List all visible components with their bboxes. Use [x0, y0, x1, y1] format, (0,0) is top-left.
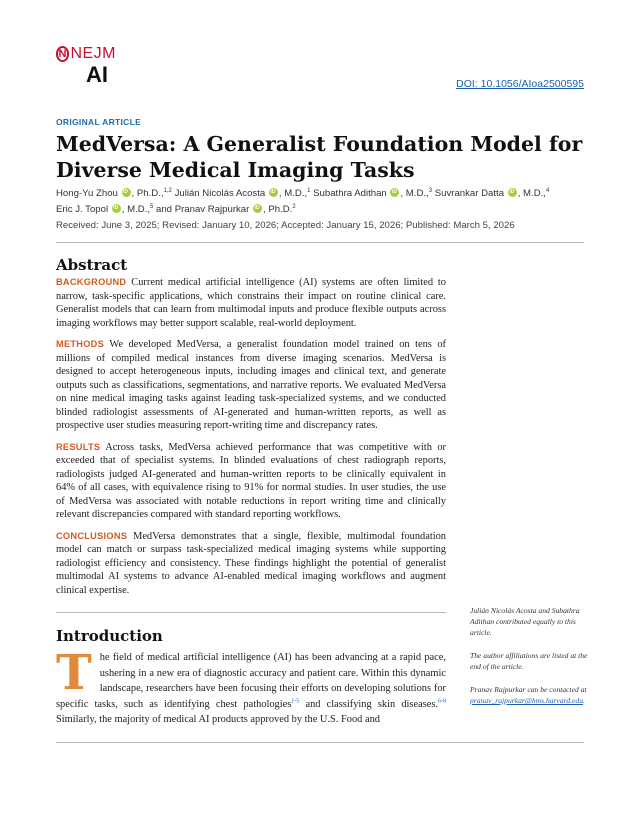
- citation-link[interactable]: 6-8: [438, 698, 446, 705]
- abstract-heading: Abstract: [56, 256, 128, 274]
- author-separator: and: [153, 203, 175, 215]
- article-title: MedVersa: A Generalist Foundation Model for Diverse Medical Imaging Tasks: [56, 132, 583, 182]
- divider: [56, 242, 584, 243]
- logo-circle-icon: N: [56, 46, 69, 62]
- author-affiliation: 2: [292, 203, 296, 210]
- author-list: [56, 186, 596, 217]
- author-affiliation: 5: [150, 203, 154, 210]
- section-label: RESULTS: [56, 441, 101, 452]
- sidebar-note-contact: [470, 684, 588, 706]
- author-name[interactable]: Julián Nicolás Acosta: [174, 188, 266, 199]
- doi-link[interactable]: DOI: 10.1056/AIoa2500595: [456, 78, 584, 90]
- author-name[interactable]: Hong-Yu Zhou: [56, 188, 118, 199]
- author-affiliation: 1,2: [163, 187, 172, 194]
- abstract-methods: [56, 338, 446, 433]
- orcid-icon[interactable]: [122, 188, 131, 197]
- author-degree: , M.D.,: [278, 188, 308, 199]
- author-affiliation: 4: [545, 187, 550, 194]
- author-name[interactable]: Eric J. Topol: [56, 203, 109, 215]
- section-text: MedVersa demonstrates that a single, flexible, multimodal foundation model can match or surpass task-specialized medical imaging systems while supporting radiologist efficiency and consistency. These findings highlight the potential of generalist multimodal AI systems to advance AI-enabled medical imaging workflows and augment clinical expertise.: [56, 530, 446, 596]
- abstract-results: [56, 441, 446, 522]
- contact-text: Pranav Rajpurkar can be contacted at: [470, 685, 587, 694]
- contact-email-link[interactable]: pranav_rajpurkar@hms.harvard.edu: [470, 696, 584, 705]
- author-name[interactable]: Pranav Rajpurkar: [174, 203, 250, 215]
- section-label: METHODS: [56, 339, 105, 349]
- author-degree: , Ph.D.: [263, 203, 293, 215]
- logo-nejm: [56, 46, 116, 62]
- author-degree: , M.D.,: [517, 188, 546, 199]
- divider: [56, 742, 584, 743]
- orcid-icon[interactable]: [253, 204, 262, 213]
- sidebar-note-equal-contribution: Julián Nicolás Acosta and Subathra Adithan contributed equally to this article.: [470, 606, 580, 637]
- citation-link[interactable]: 1-5: [291, 698, 300, 705]
- contact-suffix: .: [583, 696, 585, 705]
- intro-text: and classifying skin diseases.: [299, 698, 438, 710]
- orcid-icon[interactable]: [269, 188, 278, 197]
- section-text: Current medical artificial intelligence (AI) systems are often limited to narrow, task-specific applications, which constrains their impact on routine clinical care. Generalist models that can learn from multimodal inputs and produce flexible outputs across imaging workflows may better support scalable, real-world deployment.: [56, 277, 446, 329]
- abstract-body: [56, 276, 446, 605]
- orcid-icon[interactable]: [112, 204, 121, 213]
- section-text: Across tasks, MedVersa achieved performance that was competitive with or exceeded that of specialist systems. In blinded evaluations of chest radiograph reports, radiologists judged AI-generated and human-written reports to be clinically equivalent in 64% of all cases, with equivalence rising to 91% for normal studies. In user studies, the use of MedVersa was associated with notable reductions in report writing time and clinically relevant discrepancies compared with standard reporting workflows.: [56, 441, 446, 520]
- intro-text: he field of medical artificial intelligence (AI) has been advancing at a rapid pace, ushering in a new era of diagnostic accuracy and patient care. Within this dynamic landscape, researchers have been focusing their efforts on developing solutions for specific tasks, such as identifying chest pathologies: [56, 652, 446, 710]
- introduction-heading: Introduction: [56, 627, 163, 645]
- publication-dates: Received: June 3, 2025; Revised: January 10, 2026; Accepted: January 15, 2026; Published: March 5, 2026: [56, 220, 515, 231]
- logo-nejm-text: NEJM: [70, 45, 116, 62]
- divider: [56, 612, 446, 613]
- section-label: BACKGROUND: [56, 277, 127, 287]
- author-name[interactable]: Subathra Adithan: [313, 188, 387, 199]
- orcid-icon[interactable]: [508, 188, 517, 197]
- drop-cap: T: [56, 645, 92, 701]
- orcid-icon[interactable]: [390, 188, 399, 197]
- sidebar-note-affiliations: The author affiliations are listed at the end of the article.: [470, 651, 588, 671]
- section-label: CONCLUSIONS: [56, 530, 128, 541]
- author-degree: , M.D.,: [121, 203, 150, 215]
- author-affiliation: 3: [428, 187, 433, 194]
- intro-text: Similarly, the majority of medical AI products approved by the U.S. Food and: [56, 714, 380, 725]
- author-degree: , Ph.D.,: [131, 188, 164, 199]
- author-affiliation: 1: [307, 187, 311, 194]
- author-name[interactable]: Suvrankar Datta: [434, 188, 505, 199]
- article-type: ORIGINAL ARTICLE: [56, 117, 142, 127]
- section-text: We developed MedVersa, a generalist foundation model trained on tens of millions of compiled medical instances from diverse imaging scenarios. MedVersa is designed to accept heterogeneous inputs, including images and clinical text, and generate outputs such as classifications, segmentations, and narrative reports. We evaluated MedVersa on nine medical imaging tasks against leading task-specialized systems, and we conducted blinded radiologist assessments of AI-generated and human-written reports, as well as prospective user studies measuring report-writing time and discrepancy rates.: [56, 339, 446, 431]
- abstract-background: [56, 276, 446, 330]
- logo-ai-text: AI: [86, 62, 108, 87]
- journal-logo: [56, 46, 116, 86]
- abstract-conclusions: [56, 530, 446, 598]
- author-degree: , M.D.,: [400, 188, 429, 199]
- introduction-body: [56, 645, 446, 728]
